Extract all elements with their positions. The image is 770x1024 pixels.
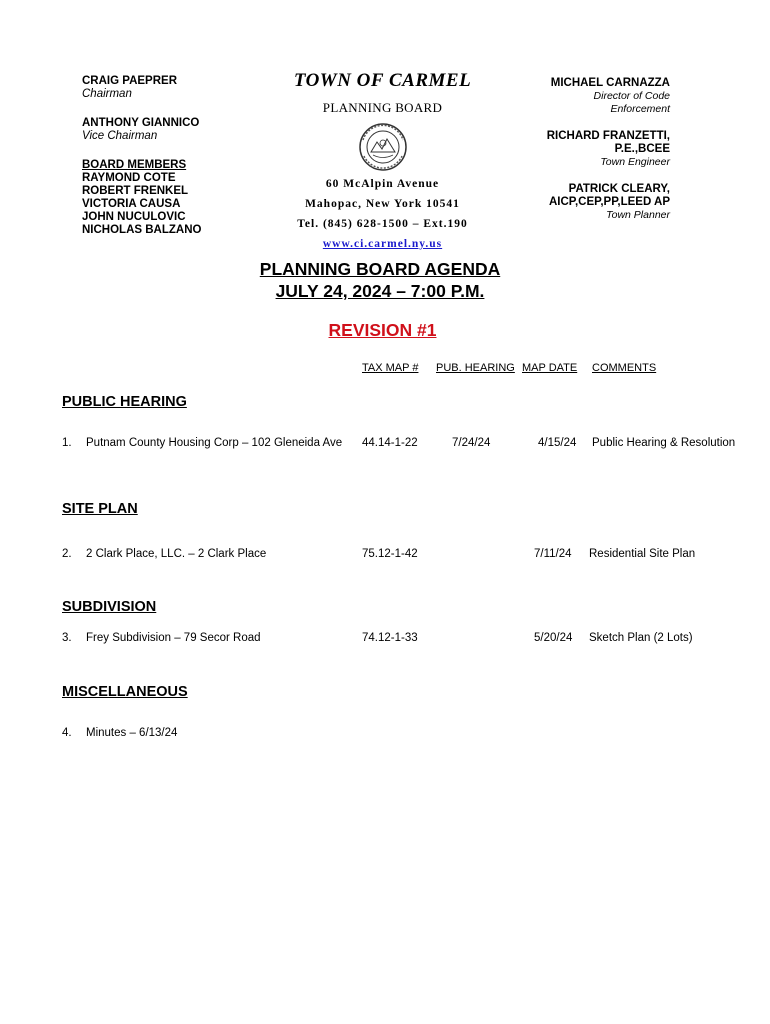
- staff-roster: [470, 77, 670, 222]
- column-pub-hearing: PUB. HEARING: [436, 362, 515, 374]
- board-members-heading: BOARD MEMBERS: [82, 159, 187, 171]
- section-miscellaneous: MISCELLANEOUS: [62, 684, 188, 700]
- item-tax-map: 44.14-1-22: [362, 437, 418, 449]
- item-number: 1.: [62, 437, 72, 449]
- board-name: PLANNING BOARD: [322, 100, 443, 115]
- phone-line: Tel. (845) 628-1500 – Ext.190: [297, 218, 468, 230]
- staff-name: RICHARD FRANZETTI,: [546, 130, 670, 142]
- chairman-title: Chairman: [82, 88, 132, 100]
- item-description: Frey Subdivision – 79 Secor Road: [86, 632, 261, 644]
- item-map-date: 5/20/24: [534, 632, 573, 644]
- chairman-name: CRAIG PAEPRER: [82, 75, 177, 87]
- board-member: JOHN NUCULOVIC: [82, 211, 186, 223]
- town-seal-icon: [358, 122, 408, 172]
- item-description: 2 Clark Place, LLC. – 2 Clark Place: [86, 548, 267, 560]
- board-member: NICHOLAS BALZANO: [82, 224, 202, 236]
- staff-name: AICP,CEP,PP,LEED AP: [548, 196, 670, 208]
- item-description: Minutes – 6/13/24: [86, 727, 178, 739]
- item-hearing-date: 7/24/24: [452, 437, 491, 449]
- revision-label: REVISION #1: [328, 320, 437, 340]
- board-member: ROBERT FRENKEL: [82, 185, 189, 197]
- item-number: 3.: [62, 632, 72, 644]
- staff-title: Director of Code: [593, 90, 670, 102]
- item-map-date: 7/11/24: [534, 548, 572, 560]
- column-tax-map: TAX MAP #: [362, 362, 419, 374]
- column-map-date: MAP DATE: [522, 362, 578, 374]
- board-member: VICTORIA CAUSA: [82, 198, 181, 210]
- item-tax-map: 75.12-1-42: [362, 548, 418, 560]
- address-line-2: Mahopac, New York 10541: [305, 198, 460, 210]
- agenda-date: JULY 24, 2024 – 7:00 P.M.: [275, 281, 485, 301]
- staff-name: PATRICK CLEARY,: [568, 183, 670, 195]
- staff-title: Town Planner: [606, 209, 670, 221]
- item-comment: Sketch Plan (2 Lots): [589, 632, 693, 644]
- item-comment: Residential Site Plan: [589, 548, 696, 560]
- item-number: 2.: [62, 548, 72, 560]
- agenda-title: PLANNING BOARD AGENDA: [259, 259, 501, 279]
- vice-chairman-title: Vice Chairman: [82, 130, 158, 142]
- website-link[interactable]: www.ci.carmel.ny.us: [322, 238, 443, 250]
- staff-name: P.E.,BCEE: [614, 143, 670, 155]
- column-comments: COMMENTS: [592, 362, 657, 374]
- letterhead: [280, 70, 485, 252]
- board-roster: [82, 75, 201, 237]
- address-line-1: 60 McAlpin Avenue: [325, 178, 440, 190]
- staff-name: MICHAEL CARNAZZA: [550, 77, 670, 89]
- section-public-hearing: PUBLIC HEARING: [62, 394, 187, 410]
- staff-title: Enforcement: [610, 103, 670, 115]
- section-subdivision: SUBDIVISION: [62, 599, 157, 615]
- item-map-date: 4/15/24: [538, 437, 577, 449]
- board-member: RAYMOND COTE: [82, 172, 176, 184]
- item-tax-map: 74.12-1-33: [362, 632, 418, 644]
- section-site-plan: SITE PLAN: [62, 501, 138, 517]
- item-description: Putnam County Housing Corp – 102 Gleneida Ave: [86, 437, 343, 449]
- vice-chairman-name: ANTHONY GIANNICO: [82, 117, 200, 129]
- item-number: 4.: [62, 727, 72, 739]
- staff-title: Town Engineer: [600, 156, 670, 168]
- item-comment: Public Hearing & Resolution: [592, 437, 736, 449]
- town-title: TOWN OF CARMEL: [293, 70, 472, 91]
